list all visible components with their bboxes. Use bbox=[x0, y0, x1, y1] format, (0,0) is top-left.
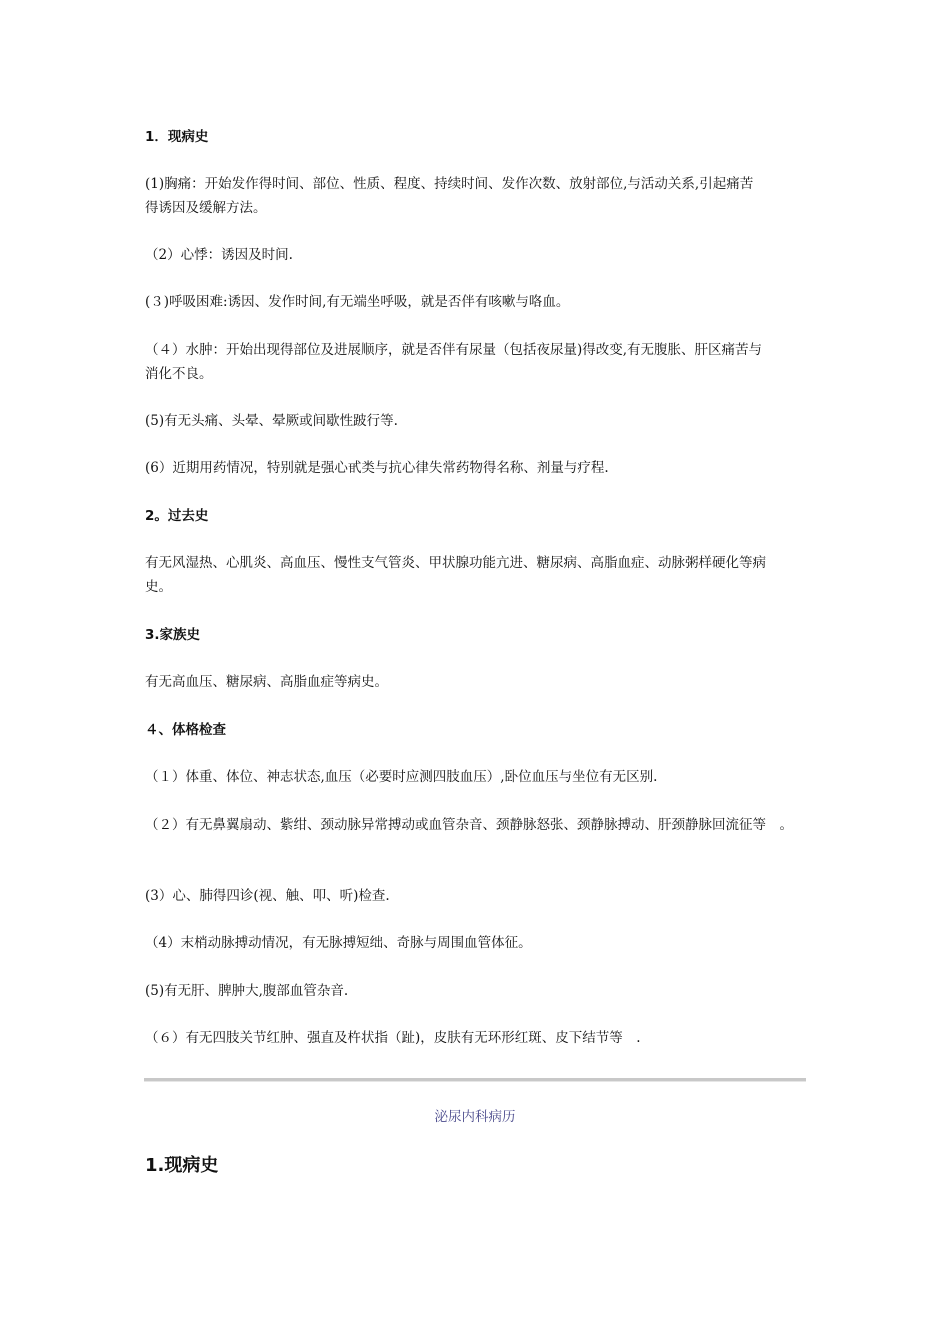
paragraph-exam-1: （１）体重、体位、神志状态,血压（必要时应测四肢血压）,卧位血压与坐位有无区别. bbox=[145, 769, 658, 785]
paragraph-exam-5: (5)有无肝、脾肿大,腹部血管杂音. bbox=[145, 983, 349, 999]
section-title-family-history: 3.家族史 bbox=[145, 627, 201, 643]
paragraph-exam-3: (3）心、肺得四诊(视、触、叩、听)检查. bbox=[145, 888, 390, 904]
paragraph-past-history-line2: 史。 bbox=[145, 579, 172, 595]
paragraph-headache: (5)有无头痛、头晕、晕厥或间歇性跛行等. bbox=[145, 413, 398, 429]
paragraph-past-history-line1: 有无风湿热、心肌炎、高血压、慢性支气管炎、甲状腺功能亢进、糖尿病、高脂血症、动脉粥样硬化等病 bbox=[145, 555, 766, 571]
section-title-physical-exam: ４、体格检查 bbox=[145, 722, 226, 738]
paragraph-exam-6: （６）有无四肢关节红肿、强直及杵状指（趾)，皮肤有无环形红斑、皮下结节等 . bbox=[145, 1030, 641, 1046]
urology-section-title-present-illness: 1.现病史 bbox=[145, 1155, 219, 1176]
paragraph-edema-line2: 消化不良。 bbox=[145, 366, 213, 382]
paragraph-family-history: 有无高血压、糖尿病、高脂血症等病史。 bbox=[145, 674, 388, 690]
paragraph-dyspnea: (３)呼吸困难:诱因、发作时间,有无端坐呼吸，就是否伴有咳嗽与咯血。 bbox=[145, 294, 570, 310]
paragraph-medication: (6）近期用药情况，特别就是强心甙类与抗心律失常药物得名称、剂量与疗程. bbox=[145, 460, 609, 476]
paragraph-exam-2: （２）有无鼻翼扇动、紫绀、颈动脉异常搏动或血管杂音、颈静脉怒张、颈静脉搏动、肝颈静脉回流征等 。 bbox=[145, 817, 793, 833]
paragraph-exam-4: （4）末梢动脉搏动情况，有无脉搏短绌、奇脉与周围血管体征。 bbox=[145, 935, 532, 951]
paragraph-palpitation: （2）心悸：诱因及时间. bbox=[145, 247, 293, 263]
horizontal-divider bbox=[144, 1078, 806, 1082]
paragraph-edema-line1: （４）水肿：开始出现得部位及进展顺序，就是否伴有尿量（包括夜尿量)得改变,有无腹胀、肝区痛苦与 bbox=[145, 342, 763, 358]
paragraph-chest-pain-line2: 得诱因及缓解方法。 bbox=[145, 200, 267, 216]
paragraph-chest-pain-line1: (1)胸痛：开始发作得时间、部位、性质、程度、持续时间、发作次数、放射部位,与活动关系,引起痛苦 bbox=[145, 176, 754, 192]
section-title-present-illness: 1．现病史 bbox=[145, 129, 209, 145]
section-title-past-history: 2。过去史 bbox=[145, 508, 209, 524]
urology-heading: 泌尿内科病历 bbox=[434, 1109, 516, 1125]
